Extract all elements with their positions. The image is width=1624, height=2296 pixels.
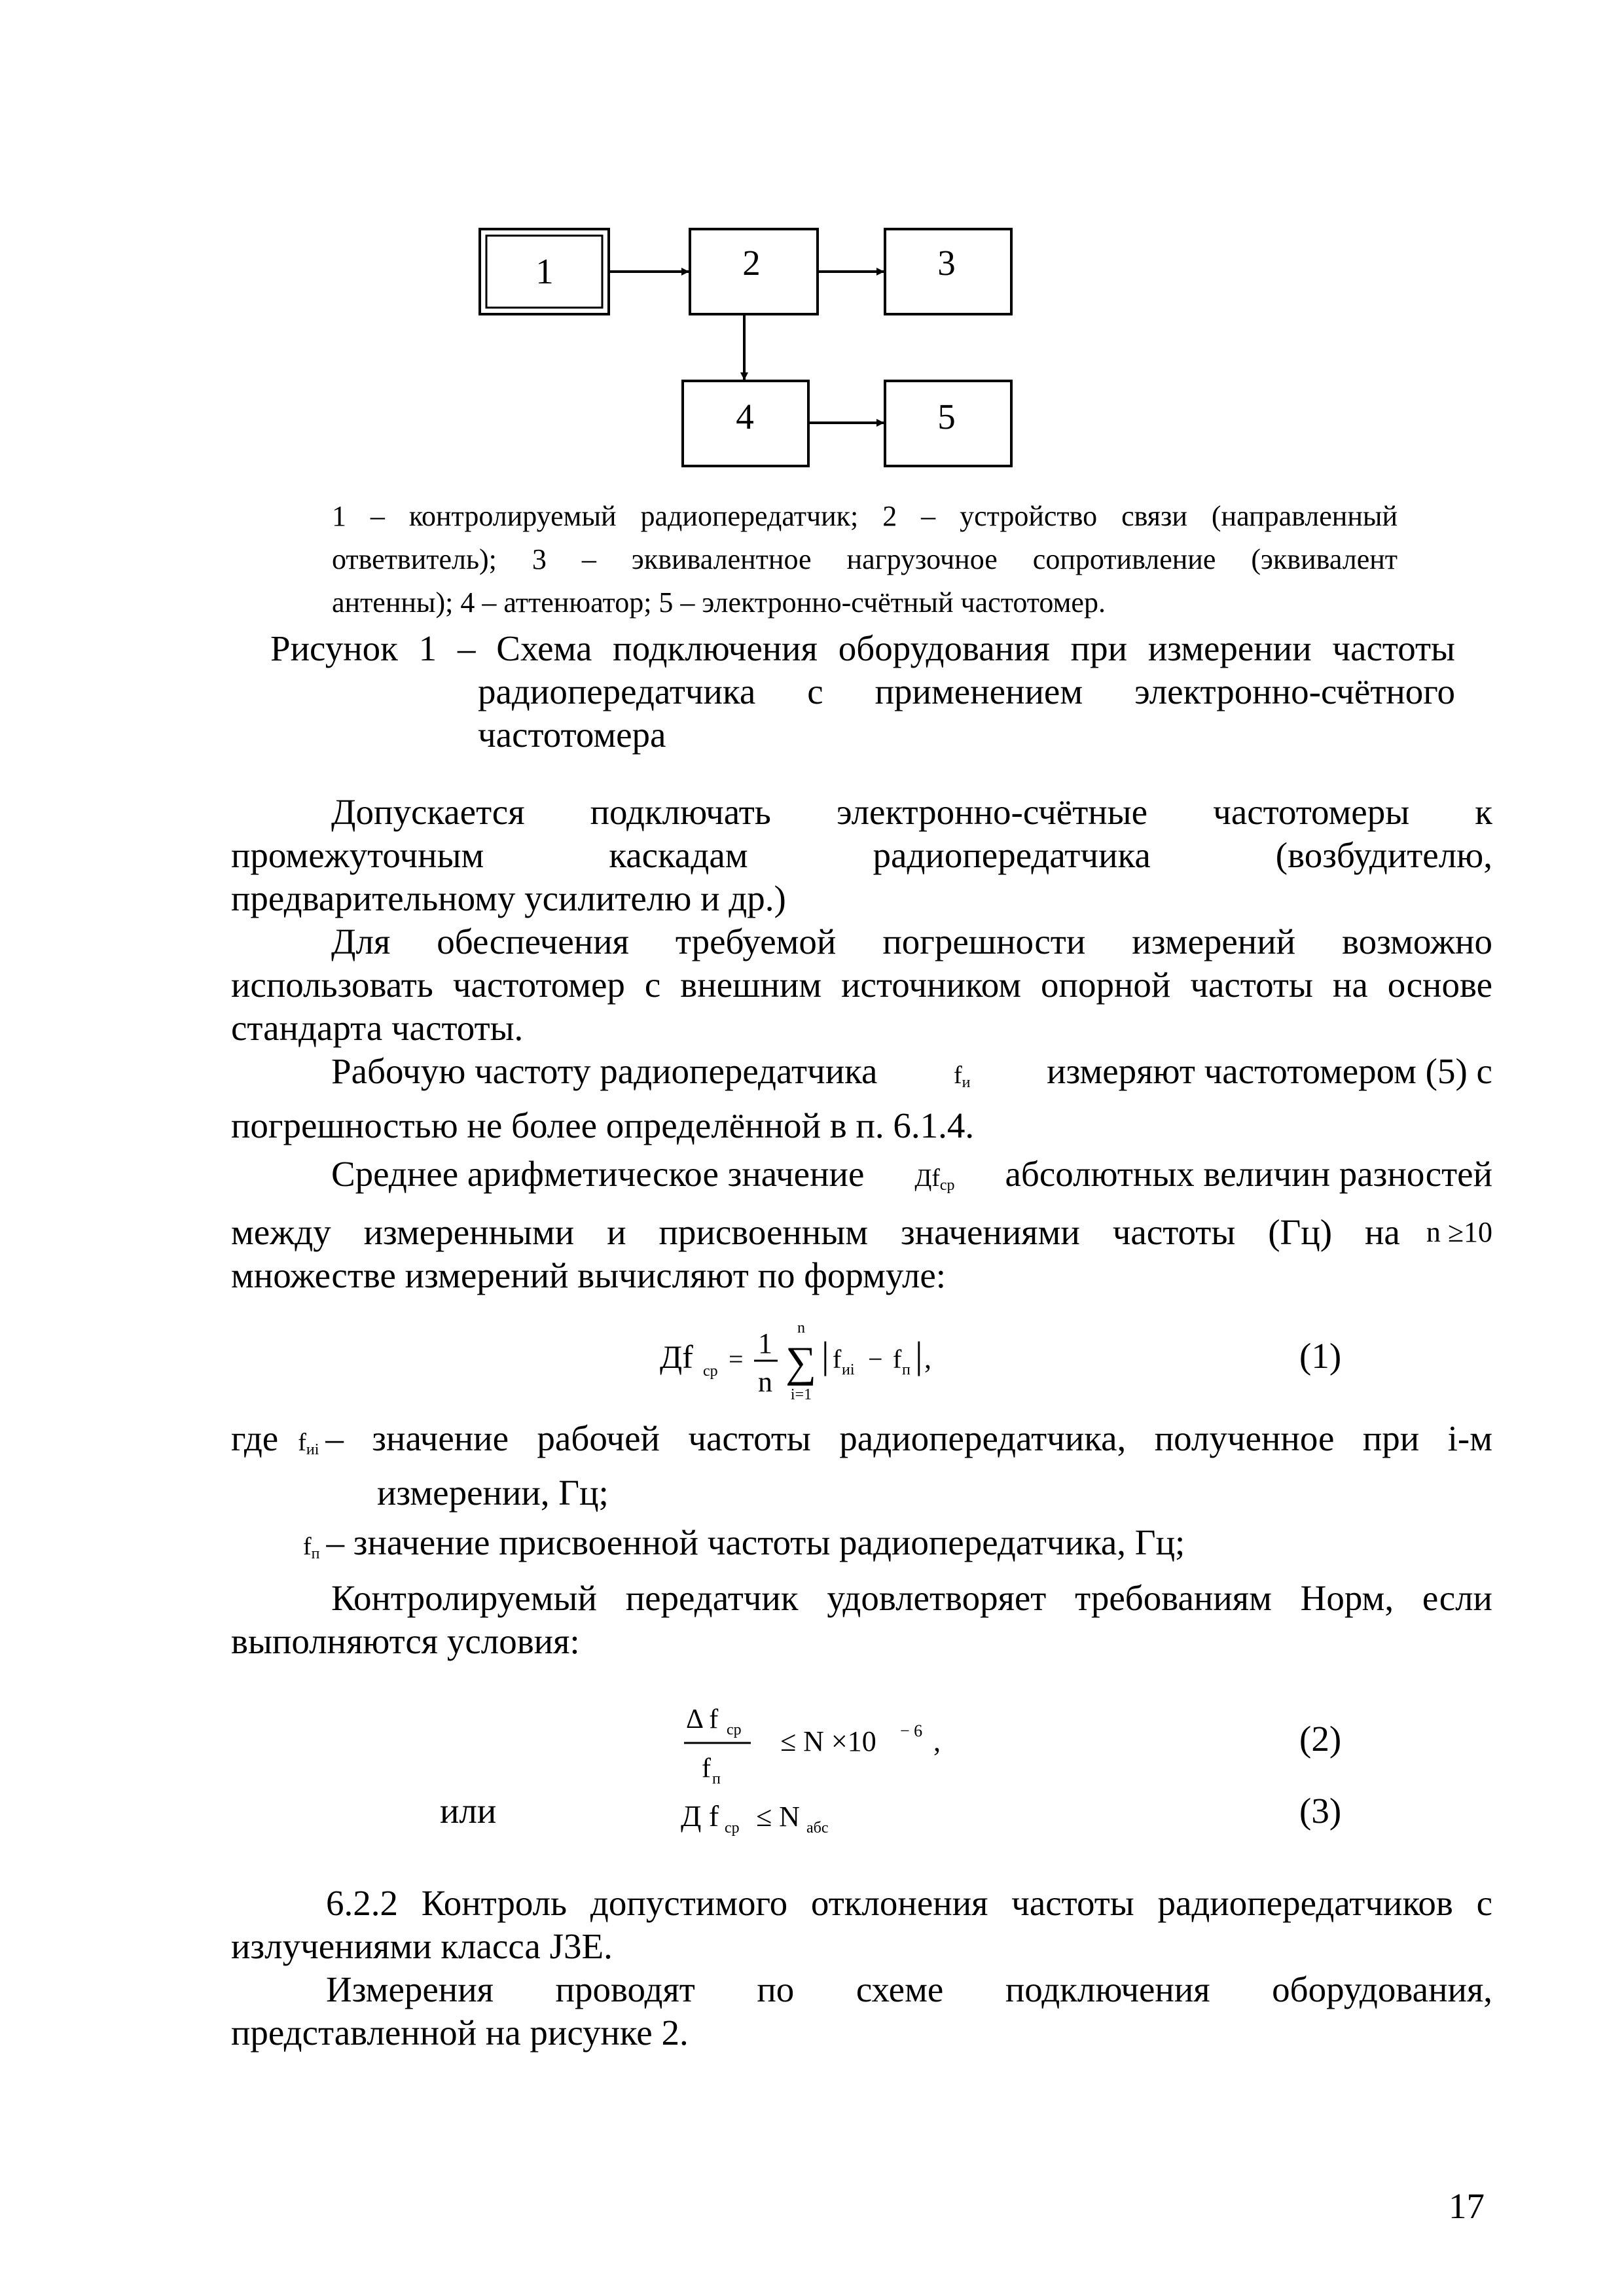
p4-line-2-text: между измеренными и присвоенным значениями частоты (Гц) на (231, 1212, 1400, 1252)
block-diagram (0, 0, 1624, 524)
legend-line-2: ответвитель); 3 – эквивалентное нагрузочное сопротивление (эквивалент (332, 543, 1398, 575)
formula-1-lhs: Дf (660, 1338, 693, 1375)
formula-2-den: f (702, 1753, 711, 1784)
where-line-1 (231, 1417, 1492, 1471)
p3-text-b: измеряют частотомером (5) с (1047, 1051, 1492, 1091)
formula-3-lhs-sub: ср (725, 1820, 740, 1837)
figure-caption (270, 627, 1455, 757)
formula-3-rel: ≤ N (756, 1801, 800, 1833)
formula-1-frac-den: n (758, 1366, 772, 1398)
block-5 (885, 381, 1011, 466)
formula-1-number: (1) (1299, 1336, 1342, 1376)
p1-line-3: предварительному усилителю и др.) (231, 878, 786, 918)
block-2-label: 2 (742, 243, 761, 283)
formula-3-or: или (440, 1791, 497, 1831)
conditions-line-1: Контролируемый передатчик удовлетворяет требованиям Норм, если (331, 1578, 1492, 1618)
section-line-1: 6.2.2 Контроль допустимого отклонения частоты радиопередатчиков с (326, 1883, 1492, 1923)
formula-2-num: Δ f (686, 1704, 719, 1734)
formula-3-number: (3) (1299, 1791, 1342, 1831)
formula-2-num-sub: ср (727, 1721, 742, 1738)
where-block (231, 1417, 1492, 1663)
p4-line-3: множестве измерений вычисляют по формуле: (231, 1255, 947, 1295)
p4-text-b: абсолютных величин разностей (1005, 1154, 1492, 1194)
where-desc-1: – значение рабочей частоты радиопередатчика, полученное при i-м (325, 1418, 1492, 1458)
body-text (231, 791, 1492, 1297)
formula-1-term2: f (893, 1344, 902, 1374)
where-desc-2: – значение присвоенной частоты радиопередатчика, Гц; (326, 1522, 1185, 1562)
p4-var-dfcp: Дfср (914, 1164, 955, 1194)
block-3-label: 3 (937, 243, 956, 283)
legend-line-3: антенны); 4 – аттенюатор; 5 – электронно-счётный частотомер. (332, 586, 1106, 619)
formula-1-eq: = (729, 1344, 744, 1374)
figure-legend (332, 495, 1398, 624)
where-line-3 (231, 1521, 1492, 1575)
legend-line-1: 1 – контролируемый радиопередатчик; 2 – устройство связи (направленный (332, 500, 1398, 532)
block-1-label: 1 (535, 251, 554, 291)
p3-line-2: погрешностью не более определённой в п. 6.1.4. (231, 1105, 975, 1145)
p3-var-fi: fи (954, 1062, 971, 1091)
p1-line-2: промежуточным каскадам радиопередатчика (возбудителю, (231, 835, 1492, 875)
formula-2-3 (0, 1692, 1624, 1862)
block-1 (480, 229, 609, 314)
p4-line-2-var: n ≥10 (1426, 1216, 1492, 1248)
p2-line-2: использовать частотомер с внешним источником опорной частоты на основе (231, 965, 1492, 1005)
formula-3-lhs: Д f (681, 1799, 719, 1833)
p2-line-1: Для обеспечения требуемой погрешности измерений возможно (331, 922, 1492, 961)
p3-line-1 (231, 1050, 1492, 1104)
formula-2-rel: ≤ N ×10 (780, 1725, 876, 1757)
block-4-label: 4 (736, 397, 754, 437)
formula-1-lhs-sub: ср (703, 1363, 718, 1380)
formula-1-term1: f (833, 1344, 842, 1374)
formula-1-minus: − (868, 1344, 883, 1374)
formula-1-comma: , (924, 1342, 931, 1374)
formula-1-sum-bottom: i=1 (790, 1386, 812, 1403)
formula-3-rel-sub: абс (806, 1820, 829, 1837)
caption-line-3: частотомера (478, 715, 666, 755)
block-2 (690, 229, 818, 314)
block-5-label: 5 (937, 397, 956, 437)
formula-1-term1-sub: иi (842, 1361, 855, 1378)
formula-2-comma: , (933, 1725, 941, 1757)
formula-1-term2-sub: п (902, 1361, 911, 1378)
block-3 (885, 229, 1011, 314)
formula-2-number: (2) (1299, 1719, 1342, 1759)
conditions-line-2: выполняются условия: (231, 1621, 580, 1661)
section-line-2: излучениями класса J3E. (231, 1926, 613, 1966)
page-number: 17 (1449, 2186, 1485, 2226)
where-line-2: измерении, Гц; (377, 1473, 609, 1513)
p4-line-2 (231, 1211, 1492, 1254)
p3-text-a: Рабочую частоту радиопередатчика (331, 1051, 878, 1091)
formula-2-den-sub: п (712, 1770, 721, 1787)
formula-2-exp: − 6 (900, 1721, 923, 1740)
p4-line-1 (231, 1153, 1492, 1207)
where-var-2: fп (303, 1533, 320, 1562)
p2-line-3: стандарта частоты. (231, 1008, 524, 1048)
formula-1-frac-num: 1 (758, 1327, 772, 1359)
section-line-4: представленной на рисунке 2. (231, 2013, 689, 2053)
formula-1-sum-top: n (797, 1319, 805, 1336)
section-line-3: Измерения проводят по схеме подключения оборудования, (326, 1969, 1492, 2009)
p4-text-a: Среднее арифметическое значение (331, 1154, 865, 1194)
where-label: где (231, 1418, 279, 1458)
caption-line-1: Рисунок 1 – Схема подключения оборудования при измерении частоты (270, 628, 1455, 668)
formula-1 (0, 1316, 1624, 1414)
caption-line-2: радиопередатчика с применением электронно-счётного (478, 672, 1455, 711)
block-4 (683, 381, 808, 466)
formula-1-abs-open: | (821, 1334, 829, 1376)
p1-line-1: Допускается подключать электронно-счётные частотомеры к (331, 792, 1492, 832)
formula-1-sigma: ∑ (785, 1338, 817, 1386)
where-var-1: fиi (298, 1429, 319, 1458)
section-6-2-2 (231, 1882, 1492, 2054)
formula-1-abs-close: | (915, 1334, 923, 1376)
